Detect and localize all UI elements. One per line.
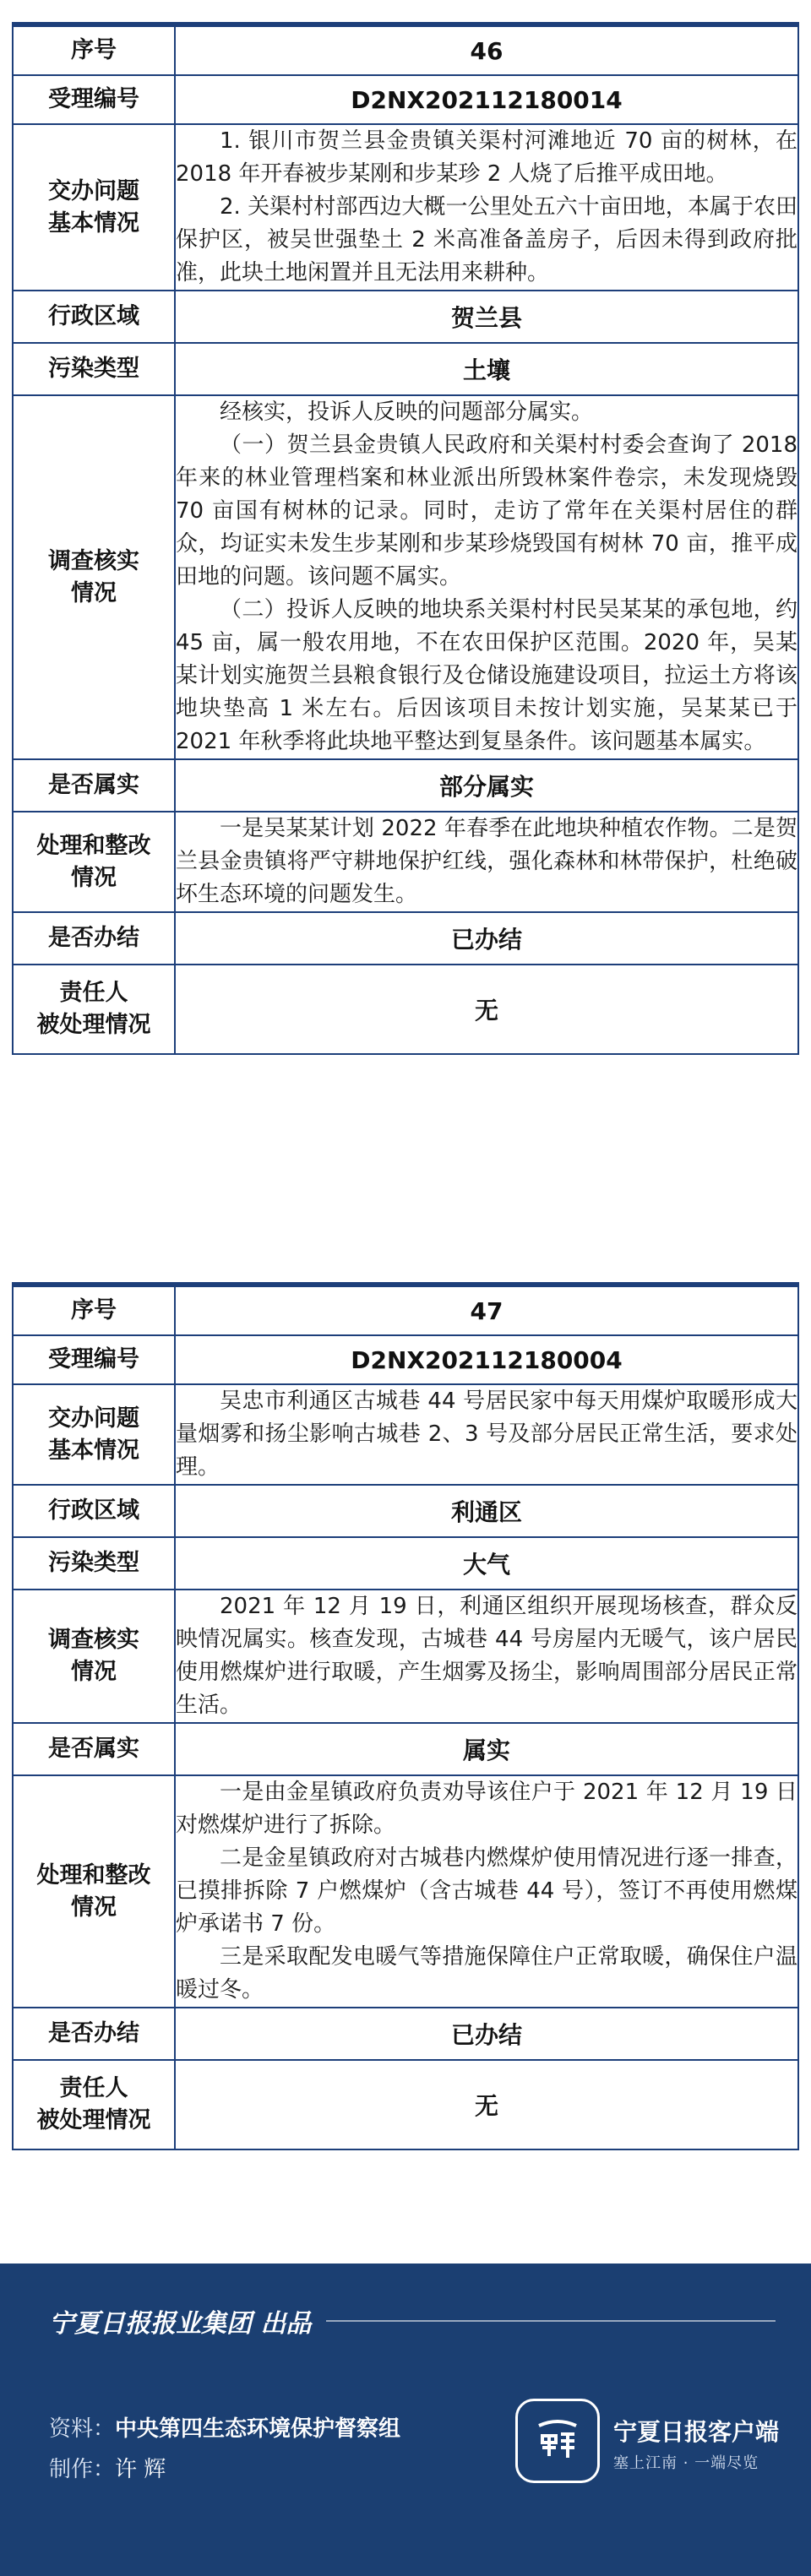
label-issue-line1: 交办问题 bbox=[48, 1405, 139, 1432]
label-pollution: 污染类型 bbox=[14, 343, 175, 395]
value-issue bbox=[175, 1384, 797, 1485]
row-verified bbox=[14, 1723, 797, 1775]
label-issue bbox=[14, 124, 175, 291]
label-seq: 序号 bbox=[14, 1287, 175, 1335]
value-case-no: D2NX202112180004 bbox=[175, 1335, 797, 1384]
row-seq bbox=[14, 27, 797, 75]
row-investigation bbox=[14, 1590, 797, 1723]
value-verified: 属实 bbox=[175, 1723, 797, 1775]
value-region: 利通区 bbox=[175, 1485, 797, 1537]
row-region bbox=[14, 291, 797, 343]
editor-value: 许 辉 bbox=[115, 2457, 166, 2482]
label-verified: 是否属实 bbox=[14, 1723, 175, 1775]
label-investigation-line2: 情况 bbox=[71, 579, 117, 606]
credits bbox=[49, 2409, 400, 2490]
investigation-paragraph: 经核实，投诉人反映的问题部分属实。 bbox=[220, 399, 594, 425]
value-verified: 部分属实 bbox=[175, 759, 797, 812]
value-investigation bbox=[175, 395, 797, 759]
label-responsible-line1: 责任人 bbox=[59, 980, 128, 1006]
app-logo-icon bbox=[515, 2399, 600, 2483]
value-seq: 46 bbox=[175, 27, 797, 75]
label-investigation-line1: 调查核实 bbox=[48, 547, 139, 574]
handling-paragraph: 三是采取配发电暖气等措施保障住户正常取暖，确保住户温暖过冬。 bbox=[176, 1944, 797, 2003]
handling-paragraph: 一是由金星镇政府负责劝导该住户于 2021 年 12 月 19 日对燃煤炉进行了拆除。 bbox=[176, 1780, 797, 1838]
value-case-no: D2NX202112180014 bbox=[175, 75, 797, 124]
label-responsible bbox=[14, 965, 175, 1053]
row-seq bbox=[14, 1287, 797, 1335]
investigation-paragraph: （一）贺兰县金贵镇人民政府和关渠村村委会查询了 2018 年来的林业管理档案和林业派出所毁林案件卷宗，未发现烧毁 70 亩国有树林的记录。同时，走访了常年在关渠村居住的群众，均证实未发生步某刚和步某珍烧毁国有树林 70 亩，推平成田地的问题。该问题不属实。 bbox=[176, 432, 797, 590]
investigation-paragraph: 2021 年 12 月 19 日，利通区组织开展现场核查，群众反映情况属实。核查发现，古城巷 44 号房屋内无暖气，该户居民使用燃煤炉进行取暖，产生烟雾及扬尘，影响周围部分居民正常生活。 bbox=[176, 1594, 797, 1718]
label-closed: 是否办结 bbox=[14, 2008, 175, 2060]
label-case-no: 受理编号 bbox=[14, 1335, 175, 1384]
label-responsible-line2: 被处理情况 bbox=[36, 1012, 151, 1038]
label-responsible-line1: 责任人 bbox=[59, 2075, 128, 2101]
label-closed: 是否办结 bbox=[14, 912, 175, 965]
app-name: 宁夏日报客户端 bbox=[613, 2418, 780, 2446]
row-investigation bbox=[14, 395, 797, 759]
handling-paragraph: 二是金星镇政府对古城巷内燃煤炉使用情况进行逐一排查，已摸排拆除 7 户燃煤炉（含古城巷 44 号），签订不再使用燃煤炉承诺书 7 份。 bbox=[176, 1845, 797, 1937]
label-pollution: 污染类型 bbox=[14, 1537, 175, 1590]
record-table bbox=[14, 1287, 797, 2149]
row-closed bbox=[14, 2008, 797, 2060]
value-closed: 已办结 bbox=[175, 912, 797, 965]
label-seq: 序号 bbox=[14, 27, 175, 75]
label-responsible bbox=[14, 2060, 175, 2149]
issue-paragraph: 吴忠市利通区古城巷 44 号居民家中每天用煤炉取暖形成大量烟雾和扬尘影响古城巷 2、3 号及部分居民正常生活，要求处理。 bbox=[176, 1389, 797, 1480]
issue-paragraph: 2. 关渠村村部西边大概一公里处五六十亩田地，本属于农田保护区，被吴世强垫土 2 米高准备盖房子，后因未得到政府批准，此块土地闲置并且无法用来耕种。 bbox=[176, 194, 797, 285]
value-closed: 已办结 bbox=[175, 2008, 797, 2060]
label-investigation bbox=[14, 395, 175, 759]
value-pollution: 土壤 bbox=[175, 343, 797, 395]
app-slogan: 塞上江南 · 一端尽览 bbox=[613, 2454, 759, 2472]
value-region: 贺兰县 bbox=[175, 291, 797, 343]
label-region: 行政区域 bbox=[14, 1485, 175, 1537]
value-handling bbox=[175, 1775, 797, 2008]
row-pollution bbox=[14, 1537, 797, 1590]
value-issue bbox=[175, 124, 797, 291]
row-issue bbox=[14, 1384, 797, 1485]
row-closed bbox=[14, 912, 797, 965]
label-issue-line2: 基本情况 bbox=[48, 1437, 139, 1464]
investigation-paragraph: （二）投诉人反映的地块系关渠村村民吴某某的承包地，约 45 亩，属一般农用地，不在农田保护区范围。2020 年，吴某某计划实施贺兰县粮食银行及仓储设施建设项目，拉运土方将该地块垫高 1 米左右。后因该项目未按计划实施，吴某某已于 2021 年秋季将此块地平整达到复垦条件。该问题基本属实。 bbox=[176, 597, 797, 754]
label-region: 行政区域 bbox=[14, 291, 175, 343]
issue-paragraph: 1. 银川市贺兰县金贵镇关渠村河滩地近 70 亩的树林，在 2018 年开春被步某刚和步某珍 2 人烧了后推平成田地。 bbox=[176, 128, 797, 187]
row-responsible bbox=[14, 2060, 797, 2149]
label-verified: 是否属实 bbox=[14, 759, 175, 812]
label-issue bbox=[14, 1384, 175, 1485]
row-case-no bbox=[14, 1335, 797, 1384]
footer-banner bbox=[0, 2264, 811, 2576]
source-label: 资料： bbox=[49, 2416, 116, 2442]
label-investigation bbox=[14, 1590, 175, 1723]
editor-label: 制作： bbox=[49, 2457, 116, 2482]
row-pollution bbox=[14, 343, 797, 395]
value-seq: 47 bbox=[175, 1287, 797, 1335]
publisher-line bbox=[49, 2304, 776, 2338]
label-handling bbox=[14, 812, 175, 912]
row-responsible bbox=[14, 965, 797, 1053]
label-handling-line2: 情况 bbox=[71, 1894, 117, 1921]
label-investigation-line1: 调查核实 bbox=[48, 1627, 139, 1653]
label-investigation-line2: 情况 bbox=[71, 1659, 117, 1685]
source-line bbox=[49, 2409, 400, 2449]
record-card-46 bbox=[12, 22, 799, 1055]
label-handling-line2: 情况 bbox=[71, 864, 117, 891]
value-responsible: 无 bbox=[175, 2060, 797, 2149]
label-issue-line1: 交办问题 bbox=[48, 177, 139, 204]
row-region bbox=[14, 1485, 797, 1537]
editor-line bbox=[49, 2449, 400, 2490]
row-handling bbox=[14, 812, 797, 912]
record-table bbox=[14, 27, 797, 1053]
record-card-47 bbox=[12, 1282, 799, 2150]
label-case-no: 受理编号 bbox=[14, 75, 175, 124]
row-issue bbox=[14, 124, 797, 291]
handling-paragraph: 一是吴某某计划 2022 年春季在此地块种植农作物。二是贺兰县金贵镇将严守耕地保护红线，强化森林和林带保护，杜绝破坏生态环境的问题发生。 bbox=[176, 816, 797, 907]
label-issue-line2: 基本情况 bbox=[48, 209, 139, 236]
label-handling bbox=[14, 1775, 175, 2008]
value-handling bbox=[175, 812, 797, 912]
label-handling-line1: 处理和整改 bbox=[36, 1861, 151, 1889]
app-logo-mark bbox=[531, 2414, 585, 2468]
label-handling-line1: 处理和整改 bbox=[36, 832, 151, 859]
row-handling bbox=[14, 1775, 797, 2008]
publisher-divider bbox=[326, 2320, 776, 2322]
row-case-no bbox=[14, 75, 797, 124]
row-verified bbox=[14, 759, 797, 812]
publisher-text: 宁夏日报报业集团 出品 bbox=[49, 2309, 312, 2339]
value-responsible: 无 bbox=[175, 965, 797, 1053]
label-responsible-line2: 被处理情况 bbox=[36, 2107, 151, 2133]
source-value: 中央第四生态环境保护督察组 bbox=[115, 2416, 401, 2442]
value-investigation bbox=[175, 1590, 797, 1723]
value-pollution: 大气 bbox=[175, 1537, 797, 1590]
